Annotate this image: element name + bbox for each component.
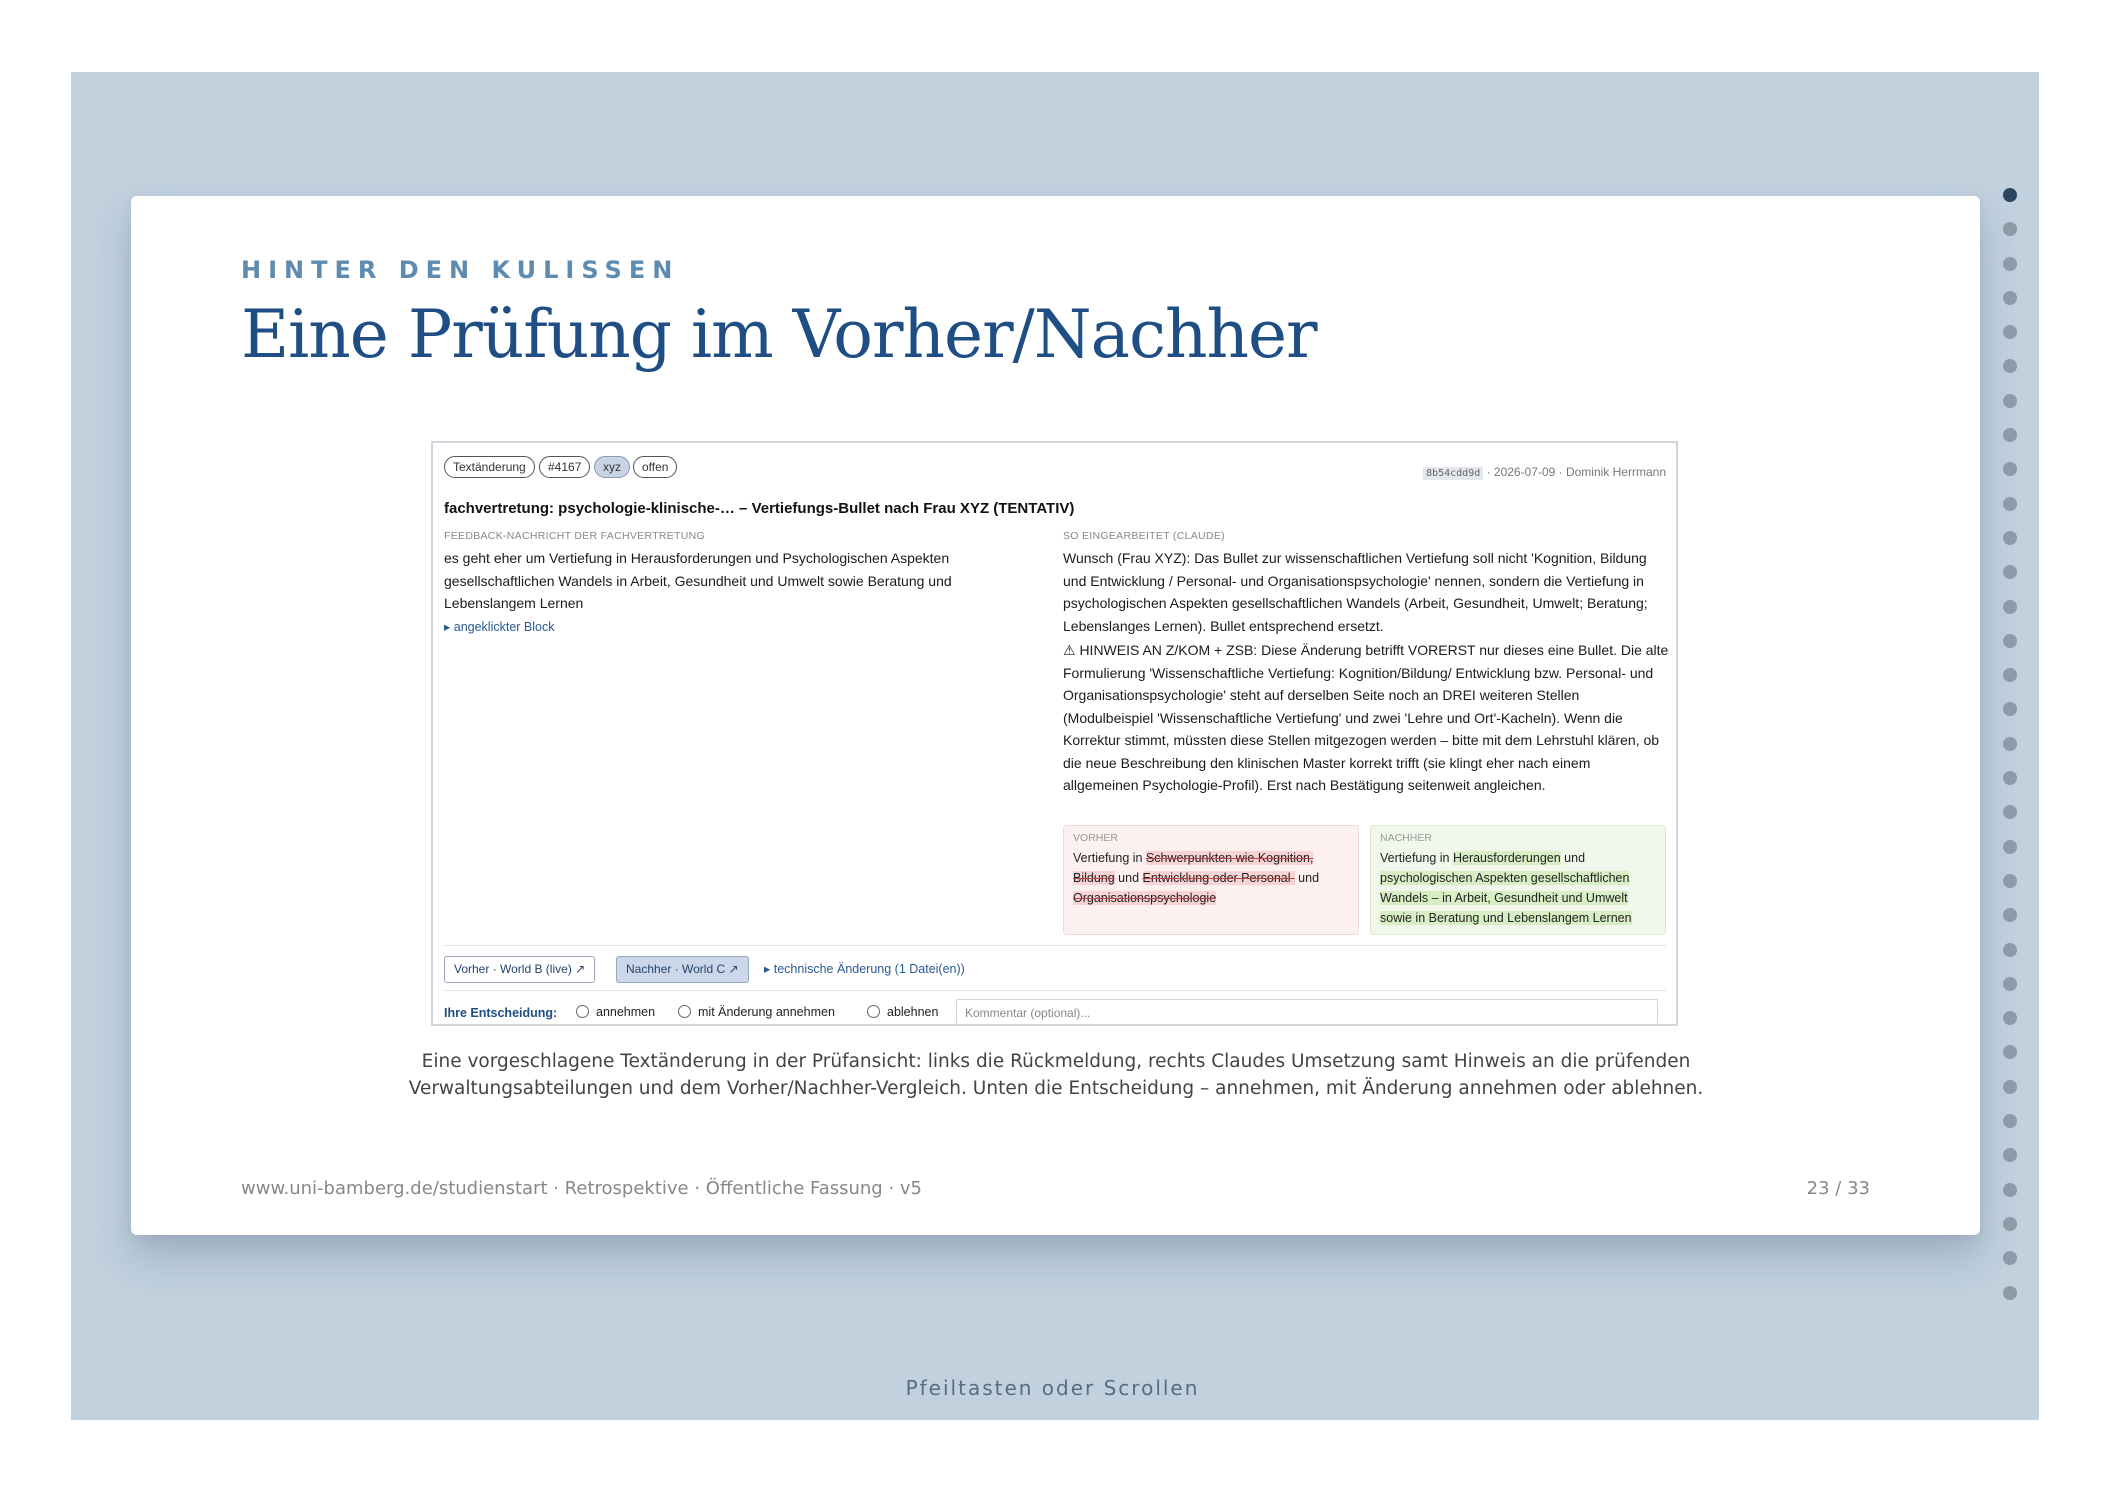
slide-dot[interactable] <box>2003 1183 2017 1197</box>
slide-dot[interactable] <box>2003 874 2017 888</box>
slide-dot[interactable] <box>2003 908 2017 922</box>
slide-dot[interactable] <box>2003 1080 2017 1094</box>
commit-meta <box>1423 465 1666 479</box>
slide-dot[interactable] <box>2003 1251 2017 1265</box>
slide-dot[interactable] <box>2003 840 2017 854</box>
commit-hash: 8b54cdd9d <box>1423 467 1483 480</box>
slide-dot[interactable] <box>2003 257 2017 271</box>
after-label: NACHHER <box>1380 832 1432 844</box>
before-world-button[interactable]: Vorher · World B (live) ↗ <box>444 956 595 983</box>
slide-dot[interactable] <box>2003 531 2017 545</box>
divider <box>443 945 1666 946</box>
slide-dot[interactable] <box>2003 634 2017 648</box>
slide-dot[interactable] <box>2003 1217 2017 1231</box>
slide-dot[interactable] <box>2003 325 2017 339</box>
slide-dot[interactable] <box>2003 737 2017 751</box>
after-box <box>1370 825 1666 935</box>
slide-dot[interactable] <box>2003 1148 2017 1162</box>
page-counter: 23 / 33 <box>1806 1178 1870 1199</box>
claude-label: SO EINGEARBEITET (CLAUDE) <box>1063 530 1225 542</box>
slide-dot[interactable] <box>2003 771 2017 785</box>
before-label: VORHER <box>1073 832 1118 844</box>
radio-circle-icon[interactable] <box>867 1005 880 1018</box>
slide-dot[interactable] <box>2003 805 2017 819</box>
radio-reject[interactable]: ablehnen <box>867 1005 938 1019</box>
slide-dot[interactable] <box>2003 359 2017 373</box>
slide-kicker: HINTER DEN KULISSEN <box>241 256 680 284</box>
slide-dot[interactable] <box>2003 497 2017 511</box>
review-screenshot <box>431 441 1678 1026</box>
slide-title: Eine Prüfung im Vorher/Nachher <box>241 296 1317 373</box>
radio-accept-with-change[interactable]: mit Änderung annehmen <box>678 1005 835 1019</box>
slide-dot[interactable] <box>2003 600 2017 614</box>
after-world-button[interactable]: Nachher · World C ↗ <box>616 956 749 983</box>
change-heading: fachvertretung: psychologie-klinische-… – Vertiefungs-Bullet nach Frau XYZ (TENTATIV) <box>444 500 1075 517</box>
tag-status: offen <box>633 456 677 478</box>
slide-dot[interactable] <box>2003 977 2017 991</box>
slide-dot[interactable] <box>2003 291 2017 305</box>
radio-accept[interactable]: annehmen <box>576 1005 655 1019</box>
footer-source: www.uni-bamberg.de/studienstart · Retrospektive · Öffentliche Fassung · v5 <box>241 1178 922 1199</box>
slide-dot[interactable] <box>2003 462 2017 476</box>
technical-change-link[interactable]: ▸ technische Änderung (1 Datei(en)) <box>764 962 965 976</box>
clicked-block-link[interactable]: ▸ angeklickter Block <box>444 620 555 634</box>
slide-dot[interactable] <box>2003 1114 2017 1128</box>
radio-circle-icon[interactable] <box>576 1005 589 1018</box>
slide-dot[interactable] <box>2003 702 2017 716</box>
radio-circle-icon[interactable] <box>678 1005 691 1018</box>
after-text: Vertiefung in Herausforderungen und psychologischen Aspekten gesellschaftlichen Wandels – in Arbeit, Gesundheit und Umwelt sowie in Beratung und Lebenslangem Lernen <box>1380 851 1632 925</box>
feedback-text: es geht eher um Vertiefung in Herausforderungen und Psychologischen Aspekten gesellschaftlichen Wandels in Arbeit, Gesundheit und Umwelt sowie Beratung und Lebenslangem Lernen <box>444 550 952 611</box>
tag-user: xyz <box>594 456 630 478</box>
slide-dot[interactable] <box>2003 943 2017 957</box>
slide-dot[interactable] <box>2003 668 2017 682</box>
claude-notice: ⚠ HINWEIS AN Z/KOM + ZSB: Diese Änderung betrifft VORERST nur dieses eine Bullet. Die alte Formulierung 'Wissenschaftliche Vertiefung: Kognition/Bildung/ Entwicklung bzw. Personal- und Organisationspsychologie' steht auf derselben Seite noch an DREI weiteren Stellen (Modulbeispiel 'Wissenschaftliche Vertiefung' und zwei 'Lehre und Ort'-Kacheln). Wenn die Korrektur stimmt, müssten diese Stellen mitgezogen werden – bitte mit dem Lehrstuhl klären, ob die neue Beschreibung den klinischen Master korrekt trifft (sie klingt eher nach einem allgemeinen Psychologie-Profil). Erst nach Bestätigung seitenweit angleichen. <box>1063 642 1669 793</box>
feedback-label: FEEDBACK-NACHRICHT DER FACHVERTRETUNG <box>444 530 705 542</box>
slide-dot[interactable] <box>2003 188 2017 202</box>
comment-input[interactable]: Kommentar (optional)... <box>956 999 1658 1025</box>
tag-type: Textänderung <box>444 456 535 478</box>
tag-id: #4167 <box>539 456 590 478</box>
slide-dot[interactable] <box>2003 565 2017 579</box>
slide-card <box>131 196 1980 1235</box>
screenshot-caption: Eine vorgeschlagene Textänderung in der Prüfansicht: links die Rückmeldung, rechts Claudes Umsetzung samt Hinweis an die prüfenden Verwaltungsabteilungen und dem Vorher/Nachher-Vergleich. Unten die Entscheidung – annehmen, mit Änderung annehmen oder ablehnen. <box>408 1051 1704 1099</box>
before-text: Vertiefung in Schwerpunkten wie Kognition, Bildung und Entwicklung oder Personal- und Organisationspsychologie <box>1073 851 1320 905</box>
slide-dot[interactable] <box>2003 428 2017 442</box>
before-box <box>1063 825 1359 935</box>
slide-navigation-dots <box>2003 188 2017 1320</box>
slide-dot[interactable] <box>2003 222 2017 236</box>
claude-explanation: Wunsch (Frau XYZ): Das Bullet zur wissenschaftlichen Vertiefung soll nicht 'Kognition, Bildung und Entwicklung / Personal- und Organisationspsychologie' nennen, sondern die Vertiefung in psychologischen Aspekten gesellschaftlichen Wandels (Arbeit, Gesundheit, Umwelt; Beratung; Lebenslanges Lernen). Bullet entsprechend ersetzt. <box>1063 550 1648 634</box>
divider <box>443 990 1666 991</box>
slide-dot[interactable] <box>2003 1286 2017 1300</box>
slide-dot[interactable] <box>2003 1011 2017 1025</box>
navigation-hint: Pfeiltasten oder Scrollen <box>905 1376 1200 1400</box>
commit-date-author: · 2026-07-09 · Dominik Herrmann <box>1483 465 1666 479</box>
slide-dot[interactable] <box>2003 394 2017 408</box>
decision-label: Ihre Entscheidung: <box>444 1006 558 1020</box>
slide-dot[interactable] <box>2003 1045 2017 1059</box>
